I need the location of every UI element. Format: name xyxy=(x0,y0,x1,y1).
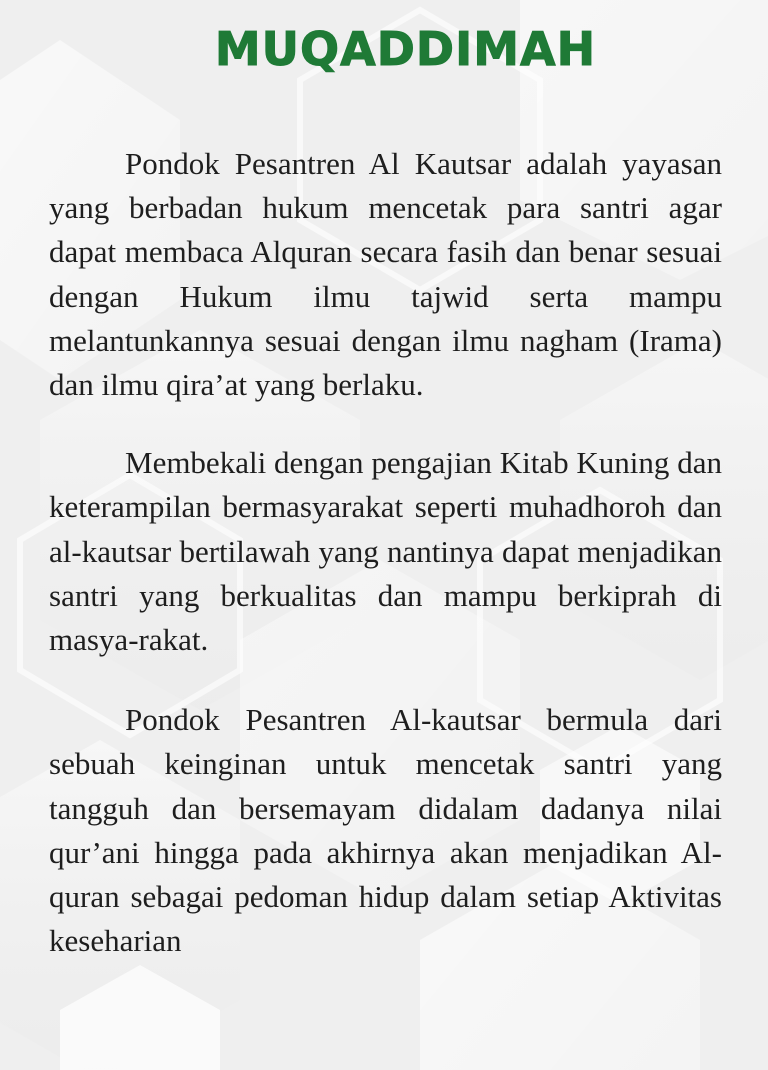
paragraph-2: Membekali dengan pengajian Kitab Kuning dan keterampilan bermasyarakat seperti muhadhoroh dan al-kautsar bertilawah yang nantinya dapat menjadikan santri yang berkualitas dan mampu berkiprah di masya-rakat. xyxy=(49,445,722,658)
page-title: MUQADDIMAH xyxy=(214,22,597,76)
paragraph-3: Pondok Pesantren Al-kautsar bermula dari sebuah keinginan untuk mencetak santri yang tangguh dan bersemayam didalam dadanya nilai qur’ani hingga pada akhirnya akan menjadikan Al-quran sebagai pedoman hidup dalam setiap Aktivitas keseharian xyxy=(49,702,722,959)
paragraph-1: Pondok Pesantren Al Kautsar adalah yayasan yang berbadan hukum mencetak para santri agar dapat membaca Alquran secara fasih dan benar sesuai dengan Hukum ilmu tajwid serta mampu melantunkannya sesuai dengan ilmu nagham (Irama) dan ilmu qira’at yang berlaku. xyxy=(49,146,722,403)
